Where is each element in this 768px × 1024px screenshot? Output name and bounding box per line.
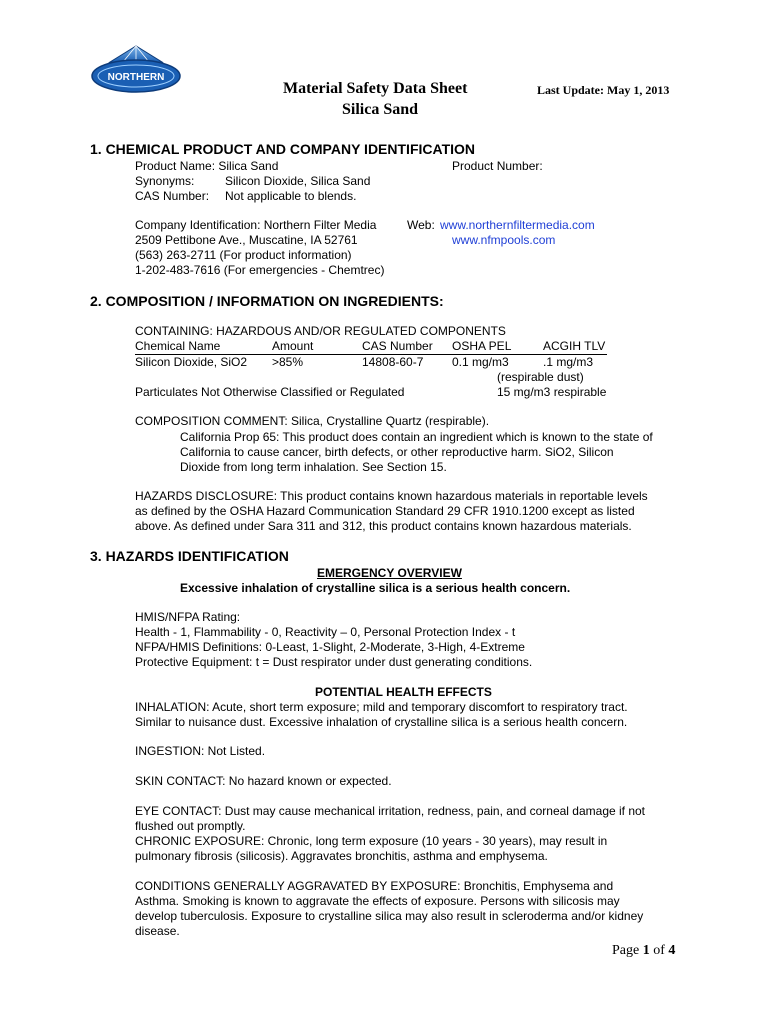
row1-chemical: Silicon Dioxide, SiO2	[135, 355, 248, 369]
particulates-value: 15 mg/m3 respirable	[497, 385, 607, 399]
prop65-line: Dioxide from long term inhalation. See Section 15.	[180, 460, 447, 474]
emergency-overview-text: Excessive inhalation of crystalline silica is a serious health concern.	[180, 581, 571, 595]
particulates-label: Particulates Not Otherwise Classified or Regulated	[135, 385, 405, 399]
last-update: Last Update: May 1, 2013	[537, 83, 670, 97]
inhalation-line: Similar to nuisance dust. Excessive inhalation of crystalline silica is a serious health concern.	[135, 715, 628, 729]
composition-comment: COMPOSITION COMMENT: Silica, Crystalline Quartz (respirable).	[135, 414, 490, 428]
ingestion: INGESTION: Not Listed.	[135, 744, 266, 758]
prop65-line: California Prop 65: This product does contain an ingredient which is known to the state of	[180, 430, 653, 444]
conditions-line: disease.	[135, 924, 180, 938]
eye-line: flushed out promptly.	[135, 819, 246, 833]
hazards-disclosure-line: above. As defined under Sara 311 and 312, this product contains known hazardous materials.	[135, 519, 632, 533]
page-number	[612, 943, 675, 959]
col-amount: Amount	[272, 339, 314, 353]
phone-info: (563) 263-2711 (For product information)	[135, 248, 352, 262]
prop65-line: California to cause cancer, birth defects, or other reproductive harm. SiO2, Silicon	[180, 445, 614, 459]
hmis-line: Health - 1, Flammability - 0, Reactivity – 0, Personal Protection Index - t	[135, 625, 516, 639]
row1-amount: >85%	[272, 355, 304, 369]
page-total: 4	[668, 943, 676, 958]
page-prefix: Page	[612, 943, 640, 958]
document-title: Material Safety Data Sheet	[283, 80, 468, 97]
hazards-disclosure-line: as defined by the OSHA Hazard Communication Standard 29 CFR 1910.1200 except as listed	[135, 504, 635, 518]
hmis-line: NFPA/HMIS Definitions: 0-Least, 1-Slight, 2-Moderate, 3-High, 4-Extreme	[135, 640, 525, 654]
hazards-disclosure-line: HAZARDS DISCLOSURE: This product contains known hazardous materials in reportable levels	[135, 489, 648, 503]
emergency-overview-heading: EMERGENCY OVERVIEW	[317, 566, 462, 580]
col-osha-pel: OSHA PEL	[452, 339, 512, 353]
skin-contact: SKIN CONTACT: No hazard known or expected.	[135, 774, 392, 788]
conditions-line: Asthma. Smoking is known to aggravate the effects of exposure. Persons with silicosis may	[135, 894, 620, 908]
col-acgih-tlv: ACGIH TLV	[543, 339, 606, 353]
logo-text: NORTHERN	[107, 72, 165, 83]
section2-heading: 2. COMPOSITION / INFORMATION ON INGREDIENTS:	[90, 293, 444, 309]
section3-heading: 3. HAZARDS IDENTIFICATION	[90, 548, 289, 564]
document-subtitle: Silica Sand	[342, 101, 419, 118]
potential-health-effects-heading: POTENTIAL HEALTH EFFECTS	[315, 685, 492, 699]
page-of: of	[653, 943, 665, 958]
eye-line: EYE CONTACT: Dust may cause mechanical irritation, redness, pain, and corneal damage if not	[135, 804, 646, 818]
company-address: 2509 Pettibone Ave., Muscatine, IA 52761	[135, 233, 358, 247]
phone-emergency: 1-202-483-7616 (For emergencies - Chemtrec)	[135, 263, 385, 277]
synonyms-value: Silicon Dioxide, Silica Sand	[225, 174, 371, 188]
product-name: Product Name: Silica Sand	[135, 159, 279, 173]
product-number: Product Number:	[452, 159, 543, 173]
hmis-line: Protective Equipment: t = Dust respirator under dust generating conditions.	[135, 655, 533, 669]
respirable-dust: (respirable dust)	[497, 370, 584, 384]
conditions-line: CONDITIONS GENERALLY AGGRAVATED BY EXPOSURE: Bronchitis, Emphysema and	[135, 879, 614, 893]
hmis-line: HMIS/NFPA Rating:	[135, 610, 241, 624]
cas-value: Not applicable to blends.	[225, 189, 357, 203]
section1-heading: 1. CHEMICAL PRODUCT AND COMPANY IDENTIFICATION	[90, 141, 476, 157]
col-chemical-name: Chemical Name	[135, 339, 221, 353]
row1-acgih: .1 mg/m3	[543, 355, 594, 369]
conditions-line: develop tuberculosis. Exposure to crystalline silica may also result in scleroderma and/or kidney	[135, 909, 644, 923]
page-current: 1	[642, 943, 650, 958]
web-label: Web:	[407, 218, 435, 232]
chronic-line: CHRONIC EXPOSURE: Chronic, long term exposure (10 years - 30 years), may result in	[135, 834, 608, 848]
web-link-nfmpools[interactable]: www.nfmpools.com	[452, 233, 556, 247]
northern-logo	[90, 42, 182, 96]
web-link-northernfiltermedia[interactable]: www.northernfiltermedia.com	[440, 218, 595, 232]
cas-label: CAS Number:	[135, 189, 210, 203]
containing-label: CONTAINING: HAZARDOUS AND/OR REGULATED COMPONENTS	[135, 324, 506, 338]
row1-cas: 14808-60-7	[362, 355, 424, 369]
company-identification: Company Identification: Northern Filter Media	[135, 218, 377, 232]
synonyms-label: Synonyms:	[135, 174, 195, 188]
chronic-line: pulmonary fibrosis (silicosis). Aggravates bronchitis, asthma and emphysema.	[135, 849, 548, 863]
row1-osha: 0.1 mg/m3	[452, 355, 509, 369]
col-cas-number: CAS Number	[362, 339, 433, 353]
inhalation-line: INHALATION: Acute, short term exposure; mild and temporary discomfort to respiratory tract.	[135, 700, 628, 714]
